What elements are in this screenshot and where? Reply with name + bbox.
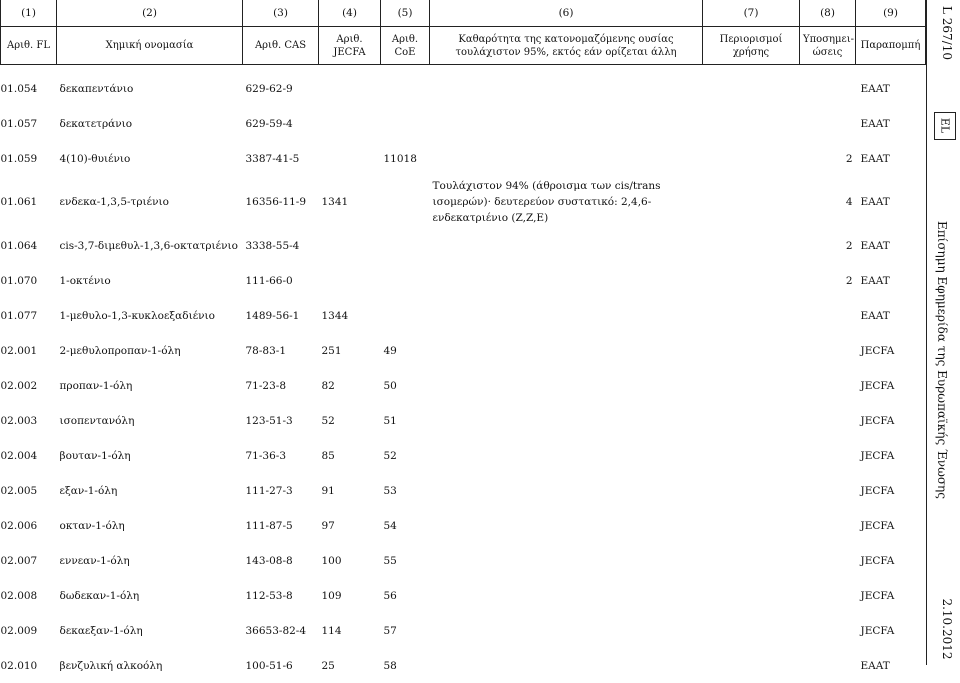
cell-purity (430, 106, 703, 141)
cell-jecfa-number: 91 (319, 473, 381, 508)
cell-footnotes: 2 (800, 141, 856, 176)
table-row (1, 65, 926, 107)
column-header-chemical-name: Χημική ονομασία (57, 27, 243, 65)
table-row (1, 106, 926, 141)
cell-fl-number: 02.009 (1, 613, 57, 648)
cell-purity (430, 648, 703, 683)
cell-reference: JECFA (856, 613, 926, 648)
cell-reference: EAAT (856, 176, 926, 228)
cell-jecfa-number: 109 (319, 578, 381, 613)
cell-reference: EAAT (856, 263, 926, 298)
cell-coe-number (381, 228, 430, 263)
cell-fl-number: 01.057 (1, 106, 57, 141)
cell-reference: JECFA (856, 473, 926, 508)
column-header-jecfa: Αριθ. JECFA (319, 27, 381, 65)
cell-chemical-name: ισοπεντανόλη (57, 403, 243, 438)
column-number: (5) (381, 0, 430, 27)
cell-chemical-name: προπαν-1-όλη (57, 368, 243, 403)
cell-cas-number: 629-62-9 (243, 65, 319, 107)
cell-coe-number (381, 263, 430, 298)
cell-cas-number: 143-08-8 (243, 543, 319, 578)
cell-fl-number: 02.002 (1, 368, 57, 403)
cell-jecfa-number (319, 106, 381, 141)
column-label-row (1, 27, 926, 65)
cell-cas-number: 629-59-4 (243, 106, 319, 141)
cell-chemical-name: ενν​εαν-1-όλη (57, 543, 243, 578)
cell-fl-number: 02.006 (1, 508, 57, 543)
language-badge (934, 112, 956, 140)
cell-footnotes (800, 613, 856, 648)
cell-footnotes: 4 (800, 176, 856, 228)
column-number: (6) (430, 0, 703, 27)
cell-restrictions (703, 106, 800, 141)
cell-cas-number: 71-23-8 (243, 368, 319, 403)
cell-restrictions (703, 508, 800, 543)
cell-cas-number: 112-53-8 (243, 578, 319, 613)
cell-coe-number: 52 (381, 438, 430, 473)
cell-fl-number: 02.001 (1, 333, 57, 368)
cell-restrictions (703, 543, 800, 578)
cell-restrictions (703, 141, 800, 176)
cell-restrictions (703, 578, 800, 613)
cell-purity (430, 438, 703, 473)
cell-fl-number: 02.010 (1, 648, 57, 683)
cell-footnotes (800, 106, 856, 141)
table-row (1, 613, 926, 648)
cell-fl-number: 01.059 (1, 141, 57, 176)
cell-restrictions (703, 298, 800, 333)
cell-fl-number: 02.004 (1, 438, 57, 473)
cell-reference: EAAT (856, 298, 926, 333)
cell-jecfa-number: 97 (319, 508, 381, 543)
cell-fl-number: 01.070 (1, 263, 57, 298)
cell-jecfa-number (319, 263, 381, 298)
table-row (1, 403, 926, 438)
cell-reference: EAAT (856, 228, 926, 263)
cell-cas-number: 111-66-0 (243, 263, 319, 298)
cell-footnotes (800, 438, 856, 473)
cell-coe-number: 58 (381, 648, 430, 683)
column-header-restrictions: Περιορισμοί χρήσης (703, 27, 800, 65)
cell-jecfa-number: 1344 (319, 298, 381, 333)
cell-jecfa-number: 114 (319, 613, 381, 648)
cell-purity (430, 333, 703, 368)
cell-jecfa-number (319, 141, 381, 176)
cell-restrictions (703, 368, 800, 403)
cell-reference: EAAT (856, 65, 926, 107)
column-number: (1) (1, 0, 57, 27)
cell-coe-number: 54 (381, 508, 430, 543)
cell-coe-number: 49 (381, 333, 430, 368)
table-body (1, 65, 926, 683)
cell-chemical-name: δεκαπεντάνιο (57, 65, 243, 107)
cell-footnotes (800, 508, 856, 543)
cell-purity (430, 578, 703, 613)
cell-purity (430, 473, 703, 508)
cell-fl-number: 02.008 (1, 578, 57, 613)
column-header-cas: Αριθ. CAS (243, 27, 319, 65)
cell-footnotes: 2 (800, 263, 856, 298)
cell-fl-number: 02.007 (1, 543, 57, 578)
cell-chemical-name: ενδεκα-1,3,5-τριένιο (57, 176, 243, 228)
cell-purity: Τουλάχιστον 94% (άθροισμα των cis/trans ισομερών)· δευτερεύον συστατικό: 2,4,6-ενδεκατριένιο (Z,Z,E) (430, 176, 703, 228)
cell-jecfa-number: 100 (319, 543, 381, 578)
cell-purity (430, 263, 703, 298)
cell-reference: JECFA (856, 368, 926, 403)
column-number-row (1, 0, 926, 27)
cell-cas-number: 3387-41-5 (243, 141, 319, 176)
cell-chemical-name: δωδεκαν-1-όλη (57, 578, 243, 613)
cell-jecfa-number: 1341 (319, 176, 381, 228)
cell-reference: JECFA (856, 333, 926, 368)
table-row (1, 263, 926, 298)
cell-footnotes (800, 648, 856, 683)
cell-purity (430, 368, 703, 403)
cell-chemical-name: βενζυλική αλκοόλη (57, 648, 243, 683)
cell-coe-number: 50 (381, 368, 430, 403)
column-number: (4) (319, 0, 381, 27)
cell-chemical-name: δεκατετράνιο (57, 106, 243, 141)
column-number: (7) (703, 0, 800, 27)
cell-chemical-name: 1-μεθυλο-1,3-κυκλοεξαδιένιο (57, 298, 243, 333)
cell-purity (430, 403, 703, 438)
column-number: (9) (856, 0, 926, 27)
cell-purity (430, 508, 703, 543)
cell-footnotes (800, 298, 856, 333)
cell-coe-number: 55 (381, 543, 430, 578)
cell-coe-number (381, 176, 430, 228)
cell-chemical-name: 1-οκτένιο (57, 263, 243, 298)
cell-restrictions (703, 403, 800, 438)
column-header-reference: Παραπομπή (856, 27, 926, 65)
cell-fl-number: 02.005 (1, 473, 57, 508)
cell-fl-number: 01.077 (1, 298, 57, 333)
cell-restrictions (703, 613, 800, 648)
cell-cas-number: 3338-55-4 (243, 228, 319, 263)
language-code: EL (939, 114, 952, 138)
cell-reference: JECFA (856, 578, 926, 613)
cell-cas-number: 111-27-3 (243, 473, 319, 508)
cell-chemical-name: εξαν-1-όλη (57, 473, 243, 508)
table-row (1, 648, 926, 683)
cell-coe-number: 11018 (381, 141, 430, 176)
cell-coe-number (381, 106, 430, 141)
cell-fl-number: 01.061 (1, 176, 57, 228)
cell-jecfa-number: 52 (319, 403, 381, 438)
cell-reference: JECFA (856, 438, 926, 473)
cell-coe-number: 56 (381, 578, 430, 613)
cell-purity (430, 228, 703, 263)
cell-footnotes: 2 (800, 228, 856, 263)
cell-coe-number: 51 (381, 403, 430, 438)
cell-chemical-name: 4(10)-θυιένιο (57, 141, 243, 176)
cell-purity (430, 141, 703, 176)
table-row (1, 473, 926, 508)
table-row (1, 333, 926, 368)
table-row (1, 141, 926, 176)
cell-cas-number: 36653-82-4 (243, 613, 319, 648)
cell-reference: JECFA (856, 508, 926, 543)
cell-restrictions (703, 228, 800, 263)
cell-purity (430, 65, 703, 107)
column-header-coe: Αριθ. CoE (381, 27, 430, 65)
table-row (1, 508, 926, 543)
cell-reference: EAAT (856, 141, 926, 176)
cell-restrictions (703, 263, 800, 298)
cell-cas-number: 1489-56-1 (243, 298, 319, 333)
cell-footnotes (800, 333, 856, 368)
cell-chemical-name: οκταν-1-όλη (57, 508, 243, 543)
table-row (1, 438, 926, 473)
table-row (1, 543, 926, 578)
cell-cas-number: 123-51-3 (243, 403, 319, 438)
column-number: (8) (800, 0, 856, 27)
cell-restrictions (703, 648, 800, 683)
cell-jecfa-number (319, 65, 381, 107)
cell-jecfa-number: 85 (319, 438, 381, 473)
page-reference: L 267/10 (940, 3, 954, 63)
cell-footnotes (800, 65, 856, 107)
cell-restrictions (703, 438, 800, 473)
cell-chemical-name: cis-3,7-διμεθυλ-1,3,6-οκτατριένιο (57, 228, 243, 263)
margin-sidebar (926, 0, 960, 665)
cell-coe-number: 53 (381, 473, 430, 508)
cell-fl-number: 01.054 (1, 65, 57, 107)
cell-chemical-name: 2-μεθυλοπροπαν-1-όλη (57, 333, 243, 368)
cell-footnotes (800, 403, 856, 438)
cell-reference: JECFA (856, 403, 926, 438)
column-number: (3) (243, 0, 319, 27)
cell-fl-number: 02.003 (1, 403, 57, 438)
cell-chemical-name: βουταν-1-όλη (57, 438, 243, 473)
table-row (1, 578, 926, 613)
column-header-fl: Αριθ. FL (1, 27, 57, 65)
cell-restrictions (703, 333, 800, 368)
cell-jecfa-number: 82 (319, 368, 381, 403)
cell-reference: EAAT (856, 106, 926, 141)
cell-footnotes (800, 578, 856, 613)
cell-restrictions (703, 176, 800, 228)
cell-footnotes (800, 473, 856, 508)
table-row (1, 298, 926, 333)
table-row (1, 368, 926, 403)
publication-date: 2.10.2012 (940, 589, 954, 669)
column-header-purity: Καθαρότητα της κατονομαζόμενης ουσίας τουλάχιστον 95%, εκτός εάν ορίζεται άλλη (430, 27, 703, 65)
cell-cas-number: 111-87-5 (243, 508, 319, 543)
cell-purity (430, 543, 703, 578)
cell-footnotes (800, 368, 856, 403)
cell-reference: JECFA (856, 543, 926, 578)
cell-cas-number: 78-83-1 (243, 333, 319, 368)
cell-coe-number: 57 (381, 613, 430, 648)
cell-cas-number: 100-51-6 (243, 648, 319, 683)
cell-fl-number: 01.064 (1, 228, 57, 263)
table-row (1, 176, 926, 228)
cell-footnotes (800, 543, 856, 578)
column-header-footnotes: Υποσημει-ώσεις (800, 27, 856, 65)
cell-chemical-name: δεκαεξαν-1-όλη (57, 613, 243, 648)
table-row (1, 228, 926, 263)
cell-jecfa-number: 25 (319, 648, 381, 683)
cell-purity (430, 298, 703, 333)
cell-reference: EAAT (856, 648, 926, 683)
cell-purity (430, 613, 703, 648)
cell-coe-number (381, 65, 430, 107)
cell-jecfa-number: 251 (319, 333, 381, 368)
cell-cas-number: 71-36-3 (243, 438, 319, 473)
cell-jecfa-number (319, 228, 381, 263)
cell-cas-number: 16356-11-9 (243, 176, 319, 228)
journal-title: Επίσημη Εφημερίδα της Ευρωπαϊκής Ένωσης (935, 221, 949, 461)
cell-coe-number (381, 298, 430, 333)
cell-restrictions (703, 473, 800, 508)
cell-restrictions (703, 65, 800, 107)
column-number: (2) (57, 0, 243, 27)
